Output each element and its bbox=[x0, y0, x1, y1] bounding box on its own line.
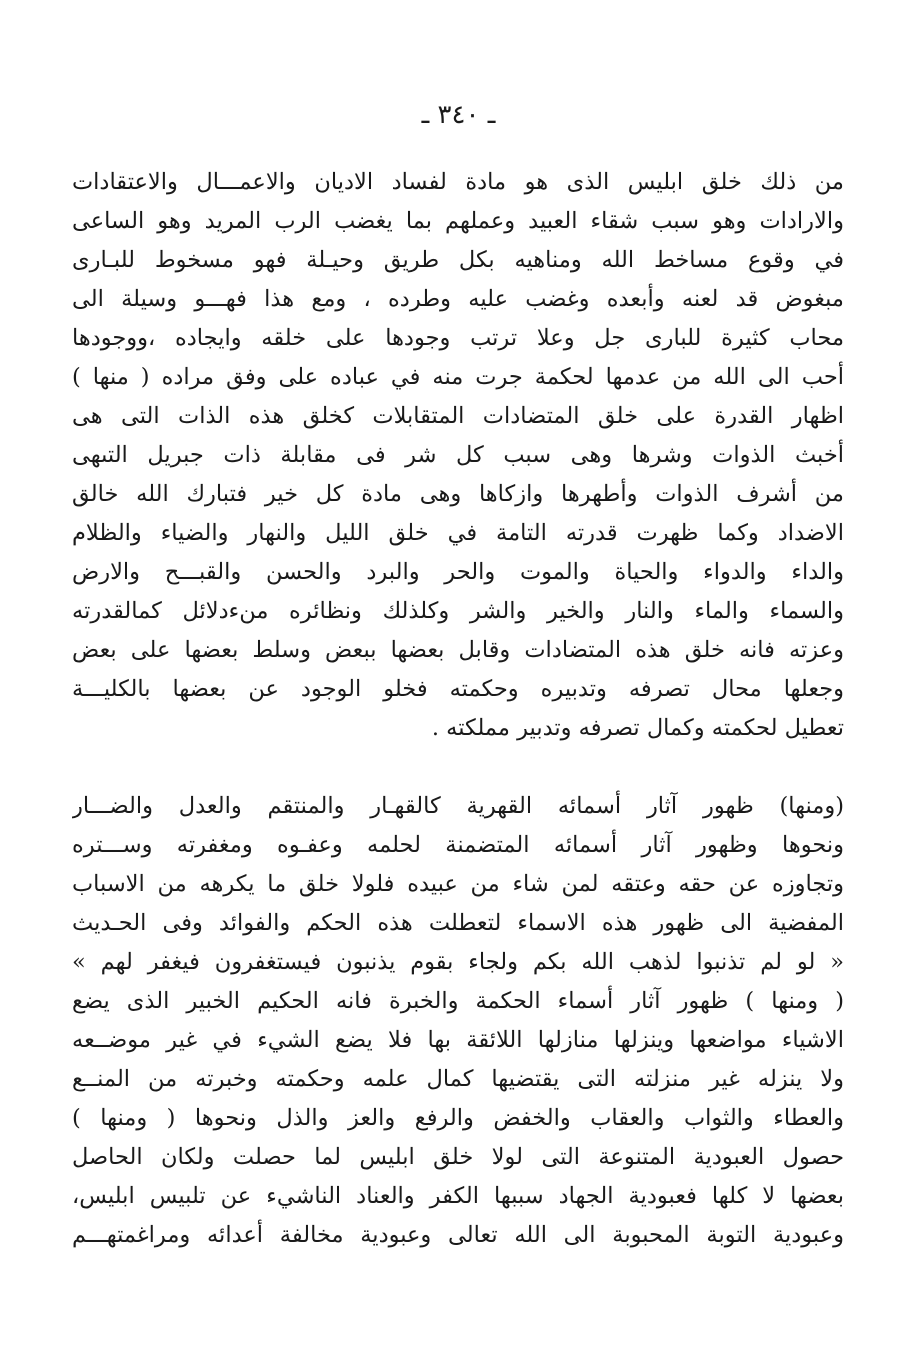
text-line: بعضها لا كلها فعبودية الجهاد سببها الكفر والعناد الناشيء عن تلبيس ابليس، bbox=[72, 1183, 844, 1209]
paragraph-2 bbox=[72, 787, 844, 1255]
text-line: أخبث الذوات وشرها وهى سبب كل شر فى مقابلة ذات جبريل التىهى bbox=[72, 442, 844, 468]
text-line: والداء والدواء والحياة والموت والحر والبرد والحسن والقبـــح والارض bbox=[72, 559, 844, 585]
text-line: من ذلك خلق ابليس الذى هو مادة لفساد الاديان والاعمـــال والاعتقادات bbox=[72, 169, 844, 195]
text-line: من أشرف الذوات وأطهرها وازكاها وهى مادة كل خير فتبارك الله خالق bbox=[72, 481, 844, 507]
paragraph-1 bbox=[72, 163, 844, 748]
text-line: (ومنها) ظهور آثار أسمائه القهرية كالقهـار والمنتقم والعدل والضـــار bbox=[72, 793, 844, 819]
text-line: والعطاء والثواب والعقاب والخفض والرفع والعز والذل ونحوها ( ومنها ) bbox=[72, 1105, 844, 1131]
text-line: في وقوع مساخط الله ومناهيه بكل طريق وحيـلة فهو مسخوط للبـارى bbox=[72, 247, 844, 273]
text-line: ( ومنها ) ظهور آثار أسماء الحكمة والخبرة فانه الحكيم الخبير الذى يضع bbox=[72, 988, 844, 1014]
text-line: والسماء والماء والنار والخير والشر وكلذلك ونظائره منءدلائل كمالقدرته bbox=[72, 598, 844, 624]
page-number: ـ ٣٤٠ ـ bbox=[421, 100, 496, 130]
text-line: وتجاوزه عن حقه وعتقه لمن شاء من عبيده فلولا خلق ما يكرهه من الاسباب bbox=[72, 871, 844, 897]
text-line: الاضداد وكما ظهرت قدرته التامة في خلق الليل والنهار والضياء والظلام bbox=[72, 520, 844, 546]
text-line: « لو لم تذنبوا لذهب الله بكم ولجاء بقوم يذنبون فيستغفرون فيغفر لهم » bbox=[72, 949, 844, 975]
text-line: تعطيل لحكمته وكمال تصرفه وتدبير مملكته . bbox=[431, 715, 844, 741]
text-line: الاشياء مواضعها وينزلها منازلها اللائقة بها فلا يضع الشيء في غير موضــعه bbox=[72, 1027, 844, 1053]
text-line: أحب الى الله من عدمها لحكمة جرت منه في عباده على وفق مراده ( منها ) bbox=[72, 364, 844, 390]
text-line: والارادات وهو سبب شقاء العبيد وعملهم بما يغضب الرب المريد وهو الساعى bbox=[72, 208, 844, 234]
text-line: ولا ينزله غير منزلته التى يقتضيها كمال علمه وحكمته وخبرته من المنــع bbox=[72, 1066, 844, 1092]
text-line: ونحوها وظهور آثار أسمائه المتضمنة لحلمه وعفـوه ومغفرته وســـتره bbox=[72, 832, 844, 858]
text-line: وعبودية التوبة المحبوبة الى الله تعالى وعبودية مخالفة أعدائه ومراغمتهـــم bbox=[72, 1222, 844, 1248]
text-line: وعزته فانه خلق هذه المتضادات وقابل بعضها ببعض وسلط بعضها على بعض bbox=[72, 637, 844, 663]
text-line: محاب كثيرة للبارى جل وعلا ترتب وجودها على خلقه وايجاده ،ووجودها bbox=[72, 325, 844, 351]
text-line: وجعلها محال تصرفه وتدبيره وحكمته فخلو الوجود عن بعضها بالكليـــة bbox=[72, 676, 844, 702]
text-line: المفضية الى ظهور هذه الاسماء لتعطلت هذه الحكم والفوائد وفى الحـديث bbox=[72, 910, 844, 936]
text-line: مبغوض قد لعنه وأبعده وغضب عليه وطرده ، ومع هذا فهـــو وسيلة الى bbox=[72, 286, 844, 312]
text-line: حصول العبودية المتنوعة التى لولا خلق ابليس لما حصلت ولكان الحاصل bbox=[72, 1144, 844, 1170]
text-line: اظهار القدرة على خلق المتضادات المتقابلات كخلق هذه الذات التى هى bbox=[72, 403, 844, 429]
